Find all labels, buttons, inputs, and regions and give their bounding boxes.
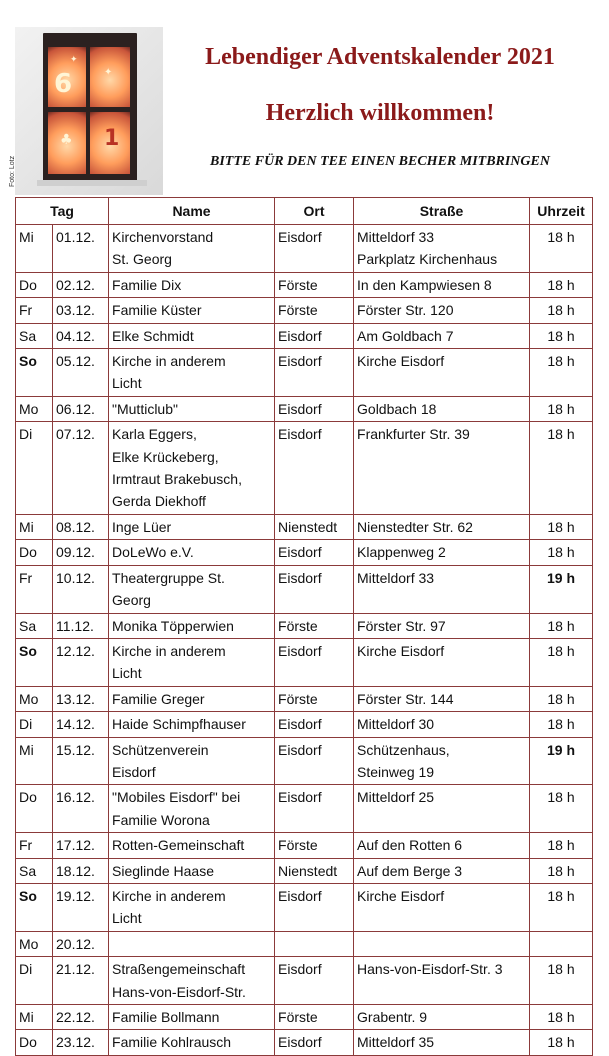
time-cell: 18 h bbox=[530, 225, 593, 273]
column-header-strasse: Straße bbox=[354, 198, 530, 225]
name-cell-line: Kirche in anderem bbox=[112, 642, 226, 659]
table-row bbox=[16, 858, 593, 883]
name-cell-line: Inge Lüer bbox=[112, 518, 172, 535]
page-title: Lebendiger Adventskalender 2021 bbox=[205, 44, 555, 70]
strasse-cell-line: Goldbach 18 bbox=[357, 400, 437, 417]
date-cell: 11.12. bbox=[53, 613, 109, 638]
name-cell-line: Kirche in anderem bbox=[112, 353, 226, 370]
ort-cell: Förste bbox=[275, 833, 354, 858]
strasse-cell bbox=[354, 422, 530, 515]
table-row bbox=[16, 225, 593, 273]
name-cell-line: Georg bbox=[112, 592, 151, 609]
strasse-cell-line: Am Goldbach 7 bbox=[357, 327, 454, 344]
ort-cell: Förste bbox=[275, 298, 354, 323]
name-cell bbox=[109, 323, 275, 348]
name-cell-line: Schützenverein bbox=[112, 741, 209, 758]
name-cell-line: Irmtraut Brakebusch, bbox=[112, 471, 242, 488]
time-cell: 18 h bbox=[530, 514, 593, 539]
day-cell: Sa bbox=[16, 613, 53, 638]
strasse-cell-line: Mitteldorf 25 bbox=[357, 789, 435, 806]
date-cell: 23.12. bbox=[53, 1030, 109, 1055]
window-pane bbox=[48, 47, 86, 107]
window-pane bbox=[48, 112, 86, 174]
time-cell: 18 h bbox=[530, 540, 593, 565]
table-row bbox=[16, 613, 593, 638]
name-cell-line: Karla Eggers, bbox=[112, 426, 197, 443]
advent-calendar-table bbox=[15, 197, 593, 1056]
date-cell: 05.12. bbox=[53, 349, 109, 397]
name-cell-line: "Mutticlub" bbox=[112, 400, 178, 417]
ort-cell: Eisdorf bbox=[275, 323, 354, 348]
name-cell-line: Theatergruppe St. bbox=[112, 569, 225, 586]
name-cell-line: Kirche in anderem bbox=[112, 887, 226, 904]
date-cell: 21.12. bbox=[53, 957, 109, 1005]
strasse-cell-line: Auf dem Berge 3 bbox=[357, 862, 463, 879]
table-row bbox=[16, 785, 593, 833]
strasse-cell bbox=[354, 833, 530, 858]
strasse-cell-line: Klappenweg 2 bbox=[357, 544, 446, 561]
time-cell: 18 h bbox=[530, 396, 593, 421]
day-cell: Fr bbox=[16, 298, 53, 323]
ort-cell: Eisdorf bbox=[275, 883, 354, 931]
column-header-tag: Tag bbox=[16, 198, 109, 225]
time-cell: 18 h bbox=[530, 323, 593, 348]
table-row bbox=[16, 540, 593, 565]
day-cell: Do bbox=[16, 540, 53, 565]
number-1-decoration: 1 bbox=[104, 126, 120, 151]
day-cell: Do bbox=[16, 1030, 53, 1055]
name-cell bbox=[109, 540, 275, 565]
window-pane bbox=[90, 47, 130, 107]
name-cell bbox=[109, 1030, 275, 1055]
name-cell-line: Licht bbox=[112, 665, 142, 682]
name-cell-line: Familie Bollmann bbox=[112, 1009, 220, 1025]
time-cell: 18 h bbox=[530, 613, 593, 638]
date-cell: 04.12. bbox=[53, 323, 109, 348]
name-cell bbox=[109, 737, 275, 785]
time-cell bbox=[530, 931, 593, 956]
day-cell: Sa bbox=[16, 858, 53, 883]
name-cell bbox=[109, 833, 275, 858]
strasse-cell bbox=[354, 686, 530, 711]
ort-cell: Eisdorf bbox=[275, 565, 354, 613]
date-cell: 18.12. bbox=[53, 858, 109, 883]
day-cell: So bbox=[16, 638, 53, 686]
window-photo bbox=[9, 27, 163, 195]
ort-cell: Förste bbox=[275, 613, 354, 638]
time-cell: 18 h bbox=[530, 883, 593, 931]
day-cell: Fr bbox=[16, 565, 53, 613]
strasse-cell bbox=[354, 613, 530, 638]
strasse-cell bbox=[354, 858, 530, 883]
name-cell bbox=[109, 1005, 275, 1030]
ort-cell: Eisdorf bbox=[275, 540, 354, 565]
strasse-cell bbox=[354, 225, 530, 273]
date-cell: 15.12. bbox=[53, 737, 109, 785]
strasse-cell-line: Kirche Eisdorf bbox=[357, 353, 445, 370]
table-row bbox=[16, 422, 593, 515]
name-cell bbox=[109, 957, 275, 1005]
column-header-name: Name bbox=[109, 198, 275, 225]
name-cell-line: Familie Dix bbox=[112, 276, 182, 293]
table-row bbox=[16, 565, 593, 613]
name-cell bbox=[109, 613, 275, 638]
day-cell: Mo bbox=[16, 396, 53, 421]
tree-icon: ♣ bbox=[60, 132, 73, 148]
name-cell bbox=[109, 396, 275, 421]
strasse-cell bbox=[354, 1030, 530, 1055]
name-cell-line: Straßengemeinschaft bbox=[112, 961, 246, 978]
strasse-cell bbox=[354, 737, 530, 785]
strasse-cell-line: Nienstedter Str. 62 bbox=[357, 518, 473, 535]
strasse-cell bbox=[354, 349, 530, 397]
strasse-cell bbox=[354, 272, 530, 297]
day-cell: Do bbox=[16, 785, 53, 833]
table-row bbox=[16, 396, 593, 421]
time-cell: 18 h bbox=[530, 785, 593, 833]
strasse-cell-line: Mitteldorf 35 bbox=[357, 1034, 435, 1051]
date-cell: 02.12. bbox=[53, 272, 109, 297]
number-6-decoration: 6 bbox=[54, 69, 73, 99]
time-cell: 18 h bbox=[530, 1005, 593, 1030]
name-cell-line: "Mobiles Eisdorf" bei bbox=[112, 789, 241, 806]
table-row bbox=[16, 931, 593, 956]
strasse-cell-line: Schützenhaus, bbox=[357, 741, 450, 758]
date-cell: 13.12. bbox=[53, 686, 109, 711]
ort-cell: Nienstedt bbox=[275, 858, 354, 883]
ort-cell: Förste bbox=[275, 1005, 354, 1030]
strasse-cell-line: Kirche Eisdorf bbox=[357, 642, 445, 659]
table-row bbox=[16, 833, 593, 858]
time-cell: 18 h bbox=[530, 298, 593, 323]
strasse-cell bbox=[354, 323, 530, 348]
window-pane bbox=[90, 112, 130, 174]
strasse-cell bbox=[354, 396, 530, 421]
date-cell: 03.12. bbox=[53, 298, 109, 323]
table-row bbox=[16, 957, 593, 1005]
star-icon: ✦ bbox=[104, 67, 113, 78]
name-cell-line: Kirchenvorstand bbox=[112, 229, 214, 245]
day-cell: Fr bbox=[16, 833, 53, 858]
time-cell: 18 h bbox=[530, 272, 593, 297]
time-cell: 18 h bbox=[530, 638, 593, 686]
strasse-cell-line: Parkplatz Kirchenhaus bbox=[357, 251, 498, 268]
date-cell: 20.12. bbox=[53, 931, 109, 956]
table-row bbox=[16, 883, 593, 931]
name-cell-line: Elke Krückeberg, bbox=[112, 448, 219, 465]
name-cell-line: Sieglinde Haase bbox=[112, 862, 214, 879]
day-cell: So bbox=[16, 883, 53, 931]
strasse-cell bbox=[354, 298, 530, 323]
ort-cell: Eisdorf bbox=[275, 712, 354, 737]
time-cell: 19 h bbox=[530, 737, 593, 785]
column-header-ort: Ort bbox=[275, 198, 354, 225]
name-cell-line: Familie Küster bbox=[112, 302, 202, 319]
name-cell bbox=[109, 514, 275, 539]
strasse-cell-line: Mitteldorf 30 bbox=[357, 716, 435, 733]
strasse-cell-line: Mitteldorf 33 bbox=[357, 229, 435, 245]
strasse-cell bbox=[354, 712, 530, 737]
table-row bbox=[16, 349, 593, 397]
ort-cell: Eisdorf bbox=[275, 785, 354, 833]
table-row bbox=[16, 638, 593, 686]
strasse-cell-line: Grabentr. 9 bbox=[357, 1009, 428, 1025]
time-cell: 19 h bbox=[530, 565, 593, 613]
ort-cell: Eisdorf bbox=[275, 1030, 354, 1055]
date-cell: 01.12. bbox=[53, 225, 109, 273]
day-cell: Mo bbox=[16, 686, 53, 711]
table-row bbox=[16, 272, 593, 297]
date-cell: 14.12. bbox=[53, 712, 109, 737]
table-row bbox=[16, 514, 593, 539]
table-row bbox=[16, 686, 593, 711]
name-cell bbox=[109, 638, 275, 686]
ort-cell: Förste bbox=[275, 272, 354, 297]
table-row bbox=[16, 298, 593, 323]
strasse-cell bbox=[354, 1005, 530, 1030]
window-sill bbox=[37, 180, 147, 186]
ort-cell: Eisdorf bbox=[275, 737, 354, 785]
name-cell-line: Rotten-Gemeinschaft bbox=[112, 837, 245, 854]
date-cell: 12.12. bbox=[53, 638, 109, 686]
ort-cell: Eisdorf bbox=[275, 422, 354, 515]
strasse-cell bbox=[354, 883, 530, 931]
strasse-cell bbox=[354, 785, 530, 833]
name-cell bbox=[109, 422, 275, 515]
name-cell-line: Licht bbox=[112, 375, 142, 392]
date-cell: 06.12. bbox=[53, 396, 109, 421]
strasse-cell-line: Frankfurter Str. 39 bbox=[357, 426, 470, 443]
date-cell: 10.12. bbox=[53, 565, 109, 613]
name-cell-line: Eisdorf bbox=[112, 763, 156, 780]
ort-cell: Nienstedt bbox=[275, 514, 354, 539]
name-cell-line: DoLeWo e.V. bbox=[112, 544, 194, 561]
time-cell: 18 h bbox=[530, 422, 593, 515]
table-body bbox=[16, 225, 593, 1056]
day-cell: Mi bbox=[16, 737, 53, 785]
time-cell: 18 h bbox=[530, 349, 593, 397]
day-cell: Mi bbox=[16, 1005, 53, 1030]
ort-cell: Förste bbox=[275, 686, 354, 711]
name-cell-line: Gerda Diekhoff bbox=[112, 493, 206, 510]
name-cell-line: Familie Kohlrausch bbox=[112, 1034, 232, 1051]
day-cell: Di bbox=[16, 957, 53, 1005]
name-cell bbox=[109, 225, 275, 273]
name-cell bbox=[109, 349, 275, 397]
strasse-cell-line: Steinweg 19 bbox=[357, 763, 435, 780]
name-cell bbox=[109, 712, 275, 737]
date-cell: 19.12. bbox=[53, 883, 109, 931]
name-cell bbox=[109, 298, 275, 323]
date-cell: 07.12. bbox=[53, 422, 109, 515]
table-row bbox=[16, 712, 593, 737]
name-cell bbox=[109, 565, 275, 613]
strasse-cell-line: Auf den Rotten 6 bbox=[357, 837, 463, 854]
strasse-cell-line: Förster Str. 144 bbox=[357, 690, 454, 707]
strasse-cell bbox=[354, 957, 530, 1005]
strasse-cell bbox=[354, 565, 530, 613]
name-cell-line: Familie Greger bbox=[112, 690, 205, 707]
day-cell: Di bbox=[16, 712, 53, 737]
day-cell: So bbox=[16, 349, 53, 397]
name-cell-line: Haide Schimpfhauser bbox=[112, 716, 246, 733]
strasse-cell bbox=[354, 540, 530, 565]
strasse-cell-line: Förster Str. 97 bbox=[357, 617, 446, 634]
date-cell: 22.12. bbox=[53, 1005, 109, 1030]
day-cell: Mi bbox=[16, 514, 53, 539]
strasse-cell-line: Kirche Eisdorf bbox=[357, 887, 445, 904]
strasse-cell-line: In den Kampwiesen 8 bbox=[357, 276, 492, 293]
table-row bbox=[16, 1005, 593, 1030]
time-cell: 18 h bbox=[530, 712, 593, 737]
day-cell: Di bbox=[16, 422, 53, 515]
photo-credit: Foto: Lotz bbox=[9, 155, 16, 187]
table-header-row bbox=[16, 198, 593, 225]
star-icon: ✦ bbox=[70, 55, 78, 65]
time-cell: 18 h bbox=[530, 1030, 593, 1055]
date-cell: 09.12. bbox=[53, 540, 109, 565]
name-cell bbox=[109, 272, 275, 297]
strasse-cell-line: Förster Str. 120 bbox=[357, 302, 454, 319]
tea-note: BITTE FÜR DEN TEE EINEN BECHER MITBRINGEN bbox=[210, 154, 550, 169]
name-cell bbox=[109, 785, 275, 833]
date-cell: 17.12. bbox=[53, 833, 109, 858]
column-header-uhrzeit: Uhrzeit bbox=[530, 198, 593, 225]
name-cell-line: St. Georg bbox=[112, 251, 172, 268]
name-cell bbox=[109, 686, 275, 711]
table-row bbox=[16, 737, 593, 785]
ort-cell: Eisdorf bbox=[275, 225, 354, 273]
name-cell-line: Monika Töpperwien bbox=[112, 617, 234, 634]
name-cell bbox=[109, 858, 275, 883]
name-cell-line: Elke Schmidt bbox=[112, 327, 194, 344]
strasse-cell-line: Mitteldorf 33 bbox=[357, 569, 435, 586]
table-row bbox=[16, 1030, 593, 1055]
ort-cell: Eisdorf bbox=[275, 349, 354, 397]
welcome-heading: Herzlich willkommen! bbox=[265, 100, 495, 126]
table-row bbox=[16, 323, 593, 348]
strasse-cell bbox=[354, 931, 530, 956]
name-cell bbox=[109, 931, 275, 956]
name-cell-line: Licht bbox=[112, 910, 142, 927]
strasse-cell bbox=[354, 514, 530, 539]
date-cell: 08.12. bbox=[53, 514, 109, 539]
name-cell-line: Hans-von-Eisdorf-Str. bbox=[112, 983, 246, 1000]
ort-cell: Eisdorf bbox=[275, 957, 354, 1005]
ort-cell bbox=[275, 931, 354, 956]
ort-cell: Eisdorf bbox=[275, 638, 354, 686]
name-cell-line: Familie Worona bbox=[112, 811, 210, 828]
day-cell: Sa bbox=[16, 323, 53, 348]
time-cell: 18 h bbox=[530, 833, 593, 858]
date-cell: 16.12. bbox=[53, 785, 109, 833]
day-cell: Do bbox=[16, 272, 53, 297]
time-cell: 18 h bbox=[530, 686, 593, 711]
strasse-cell bbox=[354, 638, 530, 686]
time-cell: 18 h bbox=[530, 957, 593, 1005]
name-cell bbox=[109, 883, 275, 931]
ort-cell: Eisdorf bbox=[275, 396, 354, 421]
strasse-cell-line: Hans-von-Eisdorf-Str. 3 bbox=[357, 961, 503, 978]
day-cell: Mi bbox=[16, 225, 53, 273]
day-cell: Mo bbox=[16, 931, 53, 956]
time-cell: 18 h bbox=[530, 858, 593, 883]
